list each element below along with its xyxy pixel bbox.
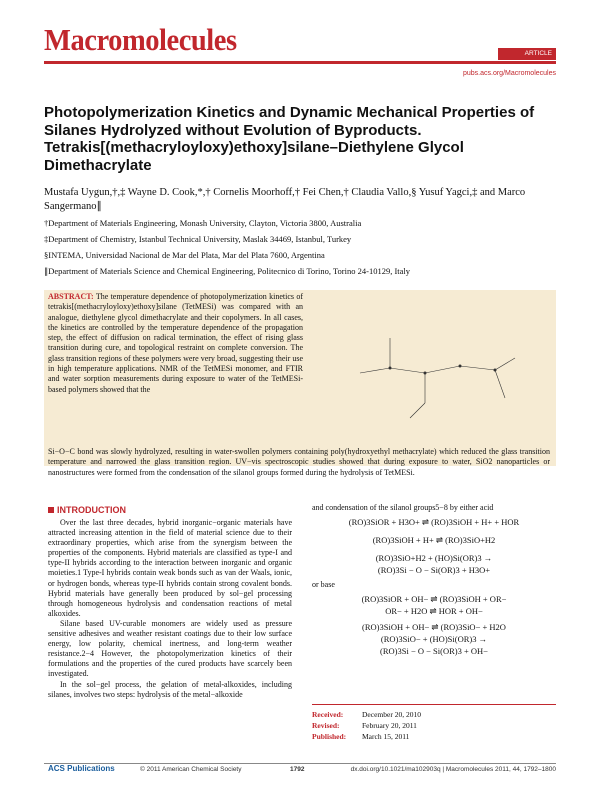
affiliation-3: §INTEMA, Universidad Nacional de Mar del Plata, Mar del Plata 7600, Argentina xyxy=(44,250,325,260)
published-date: March 15, 2011 xyxy=(362,732,410,741)
or-base-text: or base xyxy=(312,580,335,590)
equation: (RO)3Si − O − Si(OR)3 + OH− xyxy=(380,646,488,657)
journal-title: Macromolecules xyxy=(44,22,237,57)
equation: (RO)3SiO+H2 + (HO)Si(OR)3 → xyxy=(375,553,493,564)
introduction-heading-label: INTRODUCTION xyxy=(57,505,126,515)
equations-lead: and condensation of the silanol groups5−8 by either acid xyxy=(312,503,494,512)
revised-date: February 20, 2011 xyxy=(362,721,417,730)
copyright: © 2011 American Chemical Society xyxy=(140,766,242,773)
introduction-column xyxy=(48,518,292,700)
abstract-body-1: The temperature dependence of photopolymerization kinetics of tetrakis[(methacryloyloxy)ethoxy]silane (TetMESi) was compared with an analogue, diethylene glycol dimethacrylate and their copolymers. In all cases, the kinetics are controlled by the temperature dependence of the propagation step, the effect of diffusion on radical termination, the effect of rising glass transition during cure, and topological restraint on complete conversion. The glass transition regions of these polymers were very broad, suggesting their use in high temperature applications. NMR of the TetMESi monomer, and FTIR and water sorption measurements during exposure to water of the TetMESi-based polymers showed that the xyxy=(48,292,303,394)
published-label: Published: xyxy=(312,732,347,741)
publication-dates xyxy=(312,704,556,742)
article-tag: ARTICLE xyxy=(498,48,556,60)
paper-title: Photopolymerization Kinetics and Dynamic Mechanical Properties of Silanes Hydrolyzed without Evolution of Byproducts. Tetrakis[(methacryloyloxy)ethoxy]silane–Diethylene Glycol Dimethacrylate xyxy=(44,104,535,174)
abstract-graphic xyxy=(330,318,540,428)
journal-url[interactable]: pubs.acs.org/Macromolecules xyxy=(463,70,556,77)
introduction-heading xyxy=(48,505,126,515)
intro-paragraph-2: Silane based UV-curable monomers are widely used as pressure sensitive adhesives and weather resistant coatings due to their low surface energy, low polarity, chemical inertness, and long-term weather resistance.2−4 However, the photopolymerization kinetics of their formulations and the properties of the cured products have scarcely been investigated. xyxy=(48,618,292,679)
abstract-text-1 xyxy=(48,292,303,395)
intro-paragraph-1: Over the last three decades, hybrid inorganic−organic materials have attracted increasing attention in the field of material science due to their extraordinary properties, which arise from the synergism between the properties of the components. Hybrid materials are classified as type-I and type-II hybrids according to the interaction between inorganic and organic moieties.1 Type-I hybrids contain weak bonds such as van der Waals, ionic, or hydrogen bonds, whereas type-II hybrids contain strong covalent bonds. Hybrid materials have generally been produced by sol−gel processing through homogeneous hydrolysis and condensation reactions of metal alkoxides. xyxy=(48,518,292,618)
equation: (RO)3Si − O − Si(OR)3 + H3O+ xyxy=(377,565,491,576)
abstract-label: ABSTRACT: xyxy=(48,292,94,301)
affiliation-1: †Department of Materials Engineering, Monash University, Clayton, Victoria 3800, Australia xyxy=(44,218,362,228)
equation: OR− + H2O ⇌ HOR + OH− xyxy=(385,606,483,617)
section-square-icon xyxy=(48,507,54,513)
received-date: December 20, 2010 xyxy=(362,710,421,719)
equation: (RO)3SiOH + OH− ⇌ (RO)3SiO− + H2O xyxy=(362,622,506,633)
equation: (RO)3SiOH + H+ ⇌ (RO)3SiO+H2 xyxy=(372,535,496,546)
equation: (RO)3SiO− + (HO)Si(OR)3 → xyxy=(380,634,488,645)
author-list: Mustafa Uygun,†,‡ Wayne D. Cook,*,† Cornelis Moorhoff,† Fei Chen,† Claudia Vallo,§ Yusuf Yagci,‡ and Marco Sangermano∥ xyxy=(44,187,526,212)
doi-citation[interactable]: dx.doi.org/10.1021/ma102903q | Macromolecules 2011, 44, 1792–1800 xyxy=(350,766,556,773)
page-number: 1792 xyxy=(290,766,305,773)
affiliation-2: ‡Department of Chemistry, Istanbul Technical University, Maslak 34469, Istanbul, Turkey xyxy=(44,234,352,244)
abstract-text-2: Si−O−C bond was slowly hydrolyzed, resulting in water-swollen polymers containing poly(hydroxyethyl methacrylate) which reduced the glass transition temperature and narrowed the glass transition region. UV−vis spectroscopic studies showed that during exposure to water, SiO2 nanoparticles or nanostructures were formed from the condensation of the silanol groups formed during the hydrolysis of TetMESi. xyxy=(48,447,550,477)
revised-label: Revised: xyxy=(312,721,340,730)
header-rule xyxy=(44,61,556,64)
equation: (RO)3SiOR + OH− ⇌ (RO)3SiOH + OR− xyxy=(361,594,507,605)
affiliation-4: ∥Department of Materials Science and Chemical Engineering, Politecnico di Torino, Torino 24-10129, Italy xyxy=(44,266,411,276)
intro-paragraph-3: In the sol−gel process, the gelation of metal-alkoxides, including silanes, involves two steps: hydrolysis of the metal−alkoxide xyxy=(48,679,292,699)
equations-column xyxy=(312,503,556,657)
received-label: Received: xyxy=(312,710,344,719)
acs-publications-logo: ACS Publications xyxy=(48,764,115,773)
footer-rule xyxy=(44,763,556,764)
equation: (RO)3SiOR + H3O+ ⇌ (RO)3SiOH + H+ + HOR xyxy=(348,517,520,528)
